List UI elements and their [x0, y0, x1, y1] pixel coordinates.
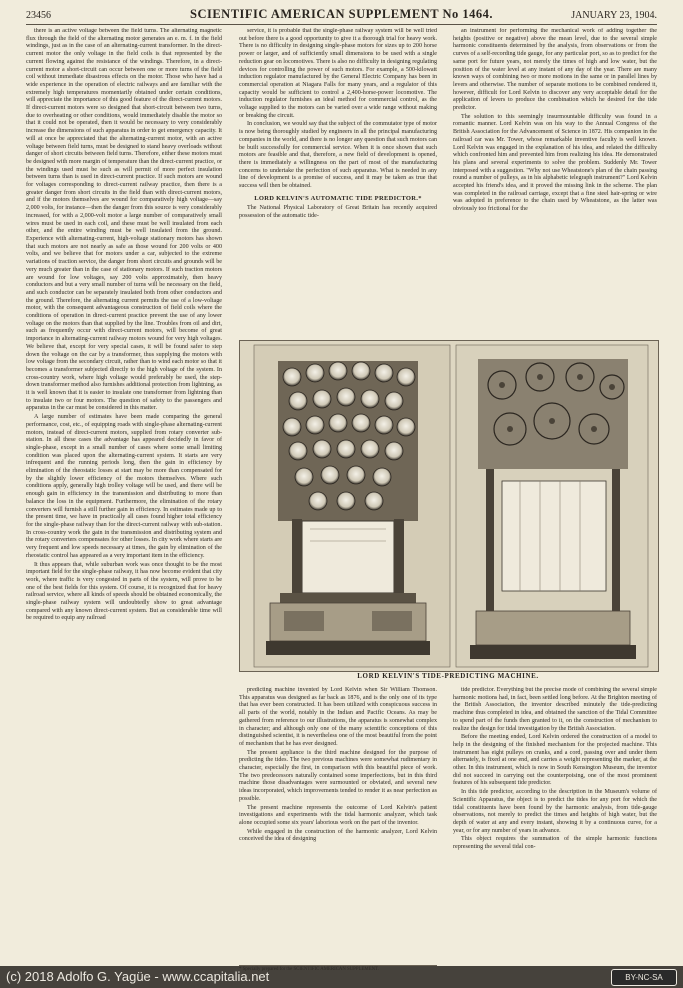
paragraph: It thus appears that, while suburban work was once thought to be the most important field for the single-phase railway, it has now become evident that city work, where traffic is very congested in parts of the system, will prove to be one of the best fields for this system. Of course, it is recognized that for heavy railroad service, where all kinds of speeds should be obtained economically, the single-phase railway system will undoubtedly show to great advantage compared with any known direct-current system. But as considerable time will be required to equip any railroad	[26, 561, 222, 622]
paragraph: The present appliance is the third machine designed for the purpose of predicting the tides. The two previous machines were somewhat rudimentary in character, especially the first, in comparison with this beautiful piece of work. The two predecessors naturally contained some imperfections, but in this third machine those disadvantages were surmounted or obviated, and several new ideas incorporated, which improvements tended to render it as near perfection as possible.	[239, 749, 437, 802]
publication-title: SCIENTIFIC AMERICAN SUPPLEMENT No 1464.	[190, 7, 493, 21]
page-header	[26, 6, 657, 24]
column-1	[26, 28, 222, 973]
tide-predictor-illustration	[239, 340, 659, 672]
issue-date: JANUARY 23, 1904.	[571, 10, 657, 21]
paragraph: The present machine represents the outcome of Lord Kelvin's patient investigations and experiments with the tidal harmonic analyzer, which task alone occupied some six years' laborious work on the part of the inventor.	[239, 804, 437, 826]
column-2-top	[239, 28, 437, 336]
license-badge: BY-NC-SA	[611, 969, 677, 986]
column-2-bottom	[239, 687, 437, 964]
paragraph: This object requires the summation of the simple harmonic functions representing the several tidal con-	[453, 836, 657, 851]
paragraph: an instrument for performing the mechanical work of adding together the heights (positive or negative) above the mean level, due to the several simple harmonic constituents determined by the analysis, from observations or from the curves of a self-recording tide gauge, for any particular port, so as to predict for the same port for future years, not merely the times of high and low water, but the position of the water level at any instant of any day of the year. There are many known ways of combining two or more motions in the same or in parallel lines by levers and otherwise. The number of separate motions to be combined rendered it, however, difficult for Lord Kelvin to discover any very acceptable detail for the application of levers to produce the combination which he desired for the tide predictor.	[453, 28, 657, 112]
paragraph: The National Physical Laboratory of Great Britain has recently acquired possession of the automatic tide-	[239, 205, 437, 220]
machine-rear-view	[456, 345, 648, 667]
paragraph: A large number of estimates have been made comparing the general performance, cost, etc., of equipping roads with single-phase alternating-current motors, instead of direct-current motors, supplied from rotary converter sub-station. In all these cases the advantage has appeared decidedly in favor of single-phase, except in a small number of cases where some small limiting condition was placed upon the alternating-current system. It starts are very infrequent and the running periods long, then the gain in efficiency by elimination of the rheostatic losses at start may be more than compensated for by the slightly lower efficiency of the motors themselves. Where such conditions apply, generally high trolley voltage will be used, and there will be enough gain in efficiency in the transmission and distributing to more than balance the loss in the equipment. Furthermore, the elimination of the rotary converters will furnish a still further gain in efficiency. In estimates made up to the present time, we have in practically all cases found higher total efficiency for the single-phase railway than for the direct-current railway with sub-station. In cross-country work the gain in the transmission and distributing system and the rotary converters compensates for other losses. In city work where starts are very frequent and low speeds necessary at times, the gain by elimination of the rheostatic control has appeared as a very important item in the efficiency.	[26, 414, 222, 559]
copyright-banner	[0, 966, 683, 988]
article-heading: LORD KELVIN'S AUTOMATIC TIDE PREDICTOR.*	[254, 194, 422, 202]
header-rule	[26, 24, 657, 25]
paragraph: predicting machine invented by Lord Kelvin when Sir William Thomson. This apparatus was designed as far back as 1876, and is the only one of its type that has ever been constructed. It has been utilized with conspicuous success in all parts of the world, notably in the Indian and Pacific Oceans. As may be gathered from reference to our illustrations, the apparatus is somewhat complex in character; and although only one of the many scientific conceptions of this distinguished scientist, it is nevertheless one of the most beautiful from the point of mechanism that he has ever designed.	[239, 687, 437, 747]
copyright-text: (c) 2018 Adolfo G. Yagüe - www.ccapitalia.net	[6, 969, 270, 984]
paragraph: While engaged in the construction of the harmonic analyzer, Lord Kelvin conceived the idea of designing	[239, 828, 437, 843]
paragraph: The solution to this seemingly insurmountable difficulty was found in a romantic manner. Lord Kelvin was on his way to the Annual Congress of the British Association for the Advancement of Science in 1872. His companion in the railroad car was Mr. Tower, whose remarkable inventive faculty is well known. Lord Kelvin was engaged in the explanation of his idea, and related the difficulty which confronted him and prevented him from realizing his idea. He demonstrated his plans and several experiments to solve the problem. Suddenly Mr. Tower interposed with a suggestion. "Why not use Wheatstone's plan of the chain passing round a number of pulleys, as in his alphabetic telegraph instrument?" Lord Kelvin accepted his friend's idea, and it proved the missing link in the scheme. The plan was completed in the railroad carriage, except that a fine steel hair-spring or wire was adopted in preference to the chain used by Wheatstone, as the latter was obviously too frictional for the	[453, 113, 657, 213]
column-3-top	[453, 28, 657, 336]
machine-front-view	[254, 345, 450, 667]
engraving	[240, 341, 658, 671]
paragraph: service, it is probable that the single-phase railway system will be well tried out before there is a good opportunity to give it a thorough trial for heavy work. There is no difficulty in designing single-phase motors for sizes up to 200 horse power or larger, and of sufficiently small dimensions to be used with a single reduction gear on locomotives. There is also no difficulty in designing regulating devices for controlling the power of such motors. For example, a 500-kilowatt induction regulator manufactured by the General Electric Company has been in commercial operation at Niagara Falls for many years, and a regulator of this capacity would be sufficient to control a 2,400-horse-power locomotive. The induction regulator furnishes an ideal method for commercial control, as the voltage supplied to the motors can be varied over a wide range without making or breaking the circuit.	[239, 28, 437, 119]
figure-caption: LORD KELVIN'S TIDE-PREDICTING MACHINE.	[357, 672, 539, 680]
paragraph: Before the meeting ended, Lord Kelvin ordered the construction of a model to help in the designing of the finished mechanism for the projected machine. This instrument has eight pulleys on cranks, and a cord, passing over and under them alternately, is fixed at one end, and carries a weight representing the marker, at the other. In this instrument, which is now in South Kensington Museum, the inventor did not succeed in carrying out the counterpoising, one of the most prominent features of his subsequent tide predictor.	[453, 734, 657, 787]
paragraph: In conclusion, we would say that the subject of the commutator type of motor is now being thoroughly studied by engineers in all the principal manufacturing companies in the world, and there is no longer any question that such motors can be built successfully for commercial service. When it is once shown that such motors are feasible and that, therefore, a new field of development is opened, there is immediately a willingness on the part of most of the manufacturing concerns to undertake the perfection of such apparatus. What is needed in any line of development is a promise of success, and it may be taken as true that success will then be obtained.	[239, 121, 437, 190]
paragraph: In this tide predictor, according to the description in the Museum's volume of Scientific Apparatus, the object is to predict the tides for any port for which the tidal constituents have been found by the harmonic analysis, from tide-gauge observations, not merely to predict the times and heights of high water, but the depth of water at any and every instant, showing it by a continuous curve, for a year, or for any number of years in advance.	[453, 789, 657, 834]
paragraph: tide predictor. Everything but the precise mode of combining the several simple harmonic motions had, in fact, been settled long before. At the Brighton meeting of the British Association, the inventor described minutely the tide-predicting machine thus completed in idea, and obtained the sanction of the Tidal Committee to spend part of the funds then granted to it, on the construction of mechanism to realize the design for tidal investigation by the British Association.	[453, 687, 657, 732]
paragraph: there is an active voltage between the field turns. The alternating magnetic flux through the field of the alternating motor generates an e. m. f. in the field windings, just as in the case of an alternating-current transformer. In the direct-current motor the only voltage in the field coils is that represented by the current flowing against the resistance of the windings. Therefore, in a direct-current motor a short-circuit can occur between one or more turns of the field coil without immediate disastrous effects on the motor. Those who have had a wide experience in the operation of electric railways and are familiar with the extremely high temperatures momentarily obtained under certain conditions, will appreciate the importance of this good feature of the direct-current motors. If direct-current motors were so designed that short-circuit between two turns, due to overheating or other conditions, would immediately disable the motor so that it could not be operated, then it would be necessary to very considerably increase the dimensions of such apparatus in order to get emergency capacity. It will at once be appreciated that the alternating-current motor, with an active voltage between field turns, must be designed to stand heavy overloads without danger of short circuits between field turns. Therefore, either these motors must be designed with more margin of temperature than the direct-current practice, or the windings used must be such as will permit of more perfect insulation between turns than is used in direct-current practice. If such motors are wound for voltages corresponding to direct-current railway practice, then there is a greater danger from short circuits in the field than with direct-current motors, and if the motors themselves are wound for comparatively high voltage—say 2,000 volts, for instance—then the danger from this source is very considerably increased, for with a 2,000-volt motor a large number of comparatively small wires must be used in each coil, and these must be well insulated from each other, and the entire winding must be well insulated from the ground. Experience with alternating-current, high-voltage stationary motors has shown that such motors are not nearly as safe as those wound for 200 volts or 400 volts, and we believe that for motors under a car, subjected to the extreme variations of traction service, the danger from short circuits and grounds will be very much greater than in the case of stationary motors. If such traction motors are wound for low voltages, say 200 volts approximately, then heavy conductors and but a very small number of turns will be necessary on the field, and such conductor can be separately insulated both from other conductors and the ground. Therefore, the alternating current permits the use of a low-voltage motor, with the consequent advantageous construction of field coils where the conditions of operation in direct-current practice prevent the use of any lower voltage on the motors than that supplied by the line. Troubles from oil and dirt, such as frequently occur with direct-current motors, will become of great importance in alternating-current railway motors wound for very high voltages. We believe that, except for very special cases, it will be found safer to step down the voltage on the car by a transformer, thus supplying the motors with low voltage from the secondary circuit, rather than to wind each motor so that it becomes a transformer subjected directly to the high voltage of the system. In cross-country work, where high voltage would preferably be used, the step-down transformer method also furnishes additional protection from lightning, as it is well known that it is easier to insulate one transformer from lightning than to insulate two or four motors. The question of safety to the passengers and apparatus in the car must be considered in this matter.	[26, 28, 222, 412]
page-number: 23456	[26, 10, 51, 21]
column-3-bottom	[453, 687, 657, 977]
